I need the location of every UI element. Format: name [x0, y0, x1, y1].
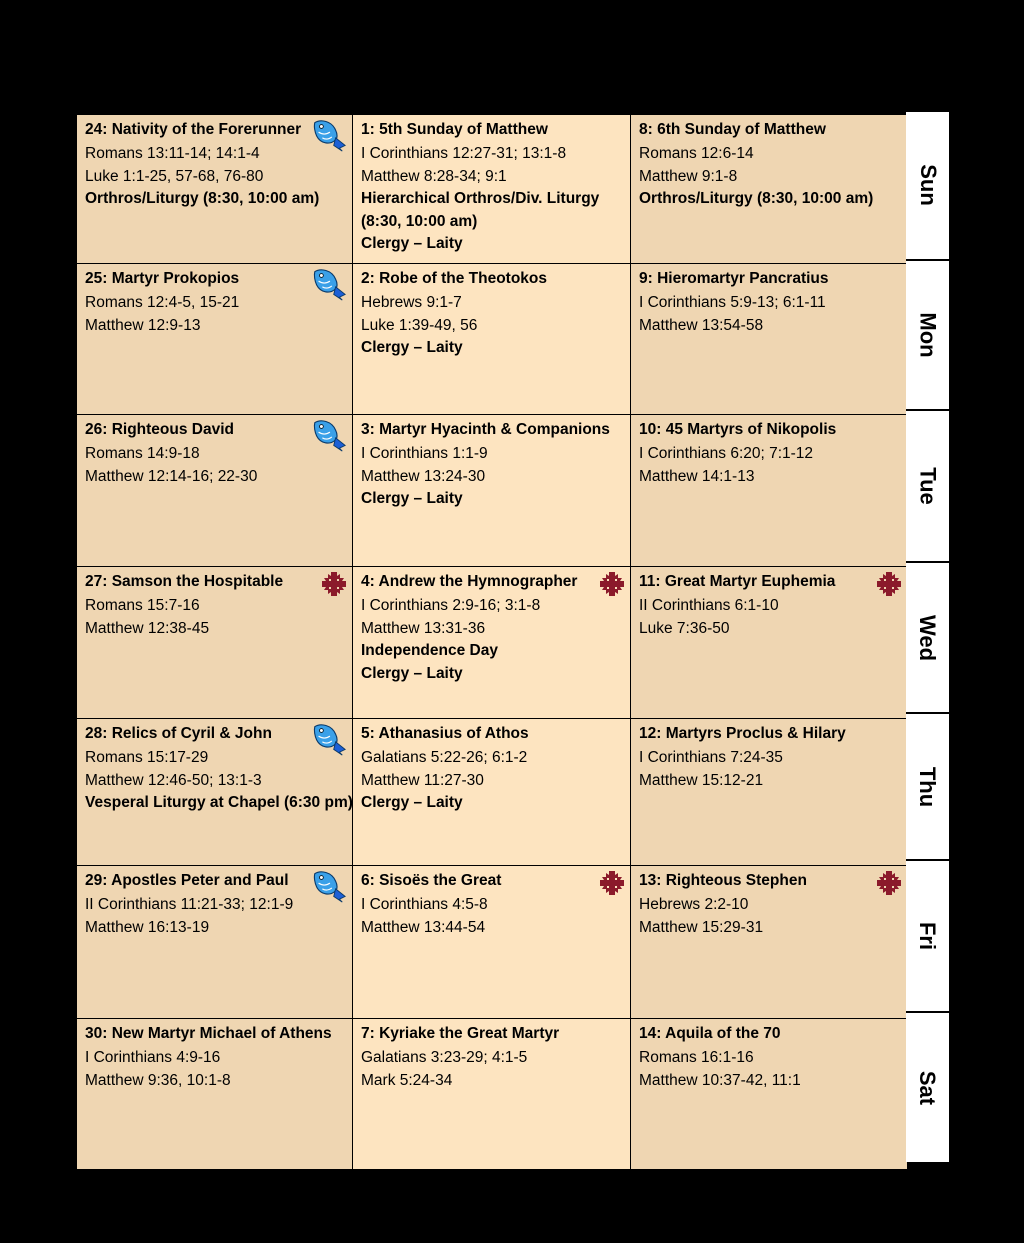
reading-line: Romans 14:9-18 [85, 445, 200, 462]
feast-title: 13: Righteous Stephen [639, 872, 807, 889]
reading-line: Luke 1:1-25, 57-68, 76-80 [85, 167, 264, 185]
feast-title: 9: Hieromartyr Pancratius [639, 270, 829, 287]
calendar-cell [77, 866, 352, 1018]
feast-title: 25: Martyr Prokopios [85, 270, 240, 287]
feast-title: 11: Great Martyr Euphemia [639, 573, 836, 590]
weekday-label-box [906, 411, 949, 561]
reading-line: Matthew 9:36, 10:1-8 [85, 1071, 231, 1089]
reading-line: Matthew 12:46-50; 13:1-3 [85, 771, 262, 789]
cross-icon [321, 571, 347, 597]
fish-icon [310, 721, 348, 757]
reading-line: II Corinthians 6:1-10 [639, 597, 779, 614]
fish-icon [310, 117, 348, 153]
reading-line: Mark 5:24-34 [361, 1071, 453, 1089]
reading-line: Luke 1:39-49, 56 [361, 316, 478, 334]
feast-title: 7: Kyriake the Great Martyr [361, 1025, 560, 1042]
feast-title: 10: 45 Martyrs of Nikopolis [639, 421, 837, 438]
calendar-cell [77, 719, 352, 865]
calendar-cell [631, 115, 907, 263]
service-note: Hierarchical Orthros/Div. Liturgy (8:30, 10:00 am) [361, 190, 600, 230]
service-note: Orthros/Liturgy (8:30, 10:00 am) [639, 190, 874, 207]
service-note: Clergy – Laity [361, 490, 463, 507]
calendar-cell [631, 415, 907, 566]
reading-line: Matthew 13:44-54 [361, 918, 486, 936]
calendar-cell [353, 264, 630, 414]
reading-line: Hebrews 9:1-7 [361, 294, 462, 311]
calendar-cell [353, 115, 630, 263]
weekday-label-box [906, 261, 949, 410]
reading-line: Matthew 15:12-21 [639, 771, 764, 789]
feast-title: 27: Samson the Hospitable [85, 573, 284, 590]
reading-line: Matthew 16:13-19 [85, 918, 210, 936]
reading-line: I Corinthians 12:27-31; 13:1-8 [361, 145, 567, 162]
calendar-cell [353, 866, 630, 1018]
weekday-label: Sat [915, 1070, 941, 1105]
feast-title: 28: Relics of Cyril & John [85, 725, 272, 742]
weekday-label: Tue [915, 467, 941, 505]
calendar-cell [631, 866, 907, 1018]
service-note: Orthros/Liturgy (8:30, 10:00 am) [85, 190, 320, 207]
reading-line: I Corinthians 5:9-13; 6:1-11 [639, 294, 826, 311]
reading-line: I Corinthians 4:9-16 [85, 1049, 221, 1066]
feast-title: 29: Apostles Peter and Paul [85, 872, 289, 889]
calendar-grid [76, 114, 906, 1164]
reading-line: Galatians 5:22-26; 6:1-2 [361, 749, 528, 766]
fish-icon [310, 868, 348, 904]
feast-title: 1: 5th Sunday of Matthew [361, 121, 548, 138]
reading-line: Romans 12:6-14 [639, 145, 754, 162]
weekday-label: Thu [915, 766, 941, 807]
reading-line: Matthew 13:54-58 [639, 316, 764, 334]
cross-icon [599, 571, 625, 597]
fish-icon [310, 417, 348, 453]
reading-line: Romans 12:4-5, 15-21 [85, 294, 240, 311]
calendar-cell [353, 415, 630, 566]
service-note: Clergy – Laity [361, 664, 463, 682]
service-note: Vesperal Liturgy at Chapel (6:30 pm) [85, 794, 353, 811]
feast-title: 2: Robe of the Theotokos [361, 270, 547, 287]
calendar-cell [631, 1019, 907, 1169]
weekday-label-box [906, 861, 949, 1012]
weekday-label: Fri [915, 922, 941, 951]
calendar-cell [631, 567, 907, 718]
reading-line: Matthew 9:1-8 [639, 167, 738, 185]
calendar-cell [631, 719, 907, 865]
reading-line: Matthew 13:31-36 [361, 619, 486, 637]
reading-line: Romans 15:7-16 [85, 597, 200, 614]
reading-line: Matthew 12:9-13 [85, 316, 201, 334]
feast-title: 6: Sisoës the Great [361, 872, 502, 889]
feast-title: 26: Righteous David [85, 421, 234, 438]
weekday-label: Mon [915, 312, 941, 358]
calendar-cell [77, 264, 352, 414]
service-note: Clergy – Laity [361, 235, 463, 252]
reading-line: II Corinthians 11:21-33; 12:1-9 [85, 896, 294, 913]
reading-line: Matthew 10:37-42, 11:1 [639, 1071, 801, 1089]
weekday-label: Sun [915, 164, 941, 207]
reading-line: Matthew 8:28-34; 9:1 [361, 167, 507, 185]
feast-title: 4: Andrew the Hymnographer [361, 573, 578, 590]
feast-title: 8: 6th Sunday of Matthew [639, 121, 826, 138]
service-note: Independence Day [361, 642, 498, 659]
weekday-label: Wed [915, 614, 941, 661]
feast-title: 30: New Martyr Michael of Athens [85, 1025, 332, 1042]
cross-icon [599, 870, 625, 896]
reading-line: I Corinthians 4:5-8 [361, 896, 488, 913]
reading-line: Romans 15:17-29 [85, 749, 209, 766]
weekday-label-box [906, 1013, 949, 1162]
reading-line: Luke 7:36-50 [639, 619, 730, 637]
calendar-cell [77, 567, 352, 718]
reading-line: I Corinthians 6:20; 7:1-12 [639, 445, 814, 462]
calendar-cell [631, 264, 907, 414]
calendar-cell [353, 719, 630, 865]
reading-line: I Corinthians 1:1-9 [361, 445, 488, 462]
weekday-label-box [906, 563, 949, 713]
feast-title: 3: Martyr Hyacinth & Companions [361, 421, 610, 438]
service-note: Clergy – Laity [361, 339, 463, 356]
calendar-cell [353, 1019, 630, 1169]
fish-icon [310, 266, 348, 302]
reading-line: Matthew 15:29-31 [639, 918, 764, 936]
weekday-label-box [906, 112, 949, 259]
reading-line: Matthew 12:14-16; 22-30 [85, 467, 258, 485]
reading-line: Matthew 13:24-30 [361, 467, 486, 485]
reading-line: I Corinthians 2:9-16; 3:1-8 [361, 597, 541, 614]
cross-icon [876, 870, 902, 896]
feast-title: 24: Nativity of the Forerunner [85, 121, 302, 138]
feast-title: 14: Aquila of the 70 [639, 1025, 781, 1042]
calendar-cell [77, 1019, 352, 1169]
reading-line: Galatians 3:23-29; 4:1-5 [361, 1049, 528, 1066]
reading-line: Matthew 12:38-45 [85, 619, 210, 637]
reading-line: Romans 13:11-14; 14:1-4 [85, 145, 260, 162]
feast-title: 5: Athanasius of Athos [361, 725, 529, 742]
service-note: Clergy – Laity [361, 794, 463, 811]
calendar-cell [77, 115, 352, 263]
cross-icon [876, 571, 902, 597]
weekday-label-box [906, 714, 949, 859]
calendar-cell [353, 567, 630, 718]
weekday-column [906, 112, 949, 1162]
calendar-cell [77, 415, 352, 566]
reading-line: Matthew 11:27-30 [361, 771, 484, 789]
reading-line: Romans 16:1-16 [639, 1049, 754, 1066]
reading-line: Hebrews 2:2-10 [639, 896, 749, 913]
feast-title: 12: Martyrs Proclus & Hilary [639, 725, 846, 742]
reading-line: Matthew 14:1-13 [639, 467, 755, 485]
reading-line: I Corinthians 7:24-35 [639, 749, 783, 766]
